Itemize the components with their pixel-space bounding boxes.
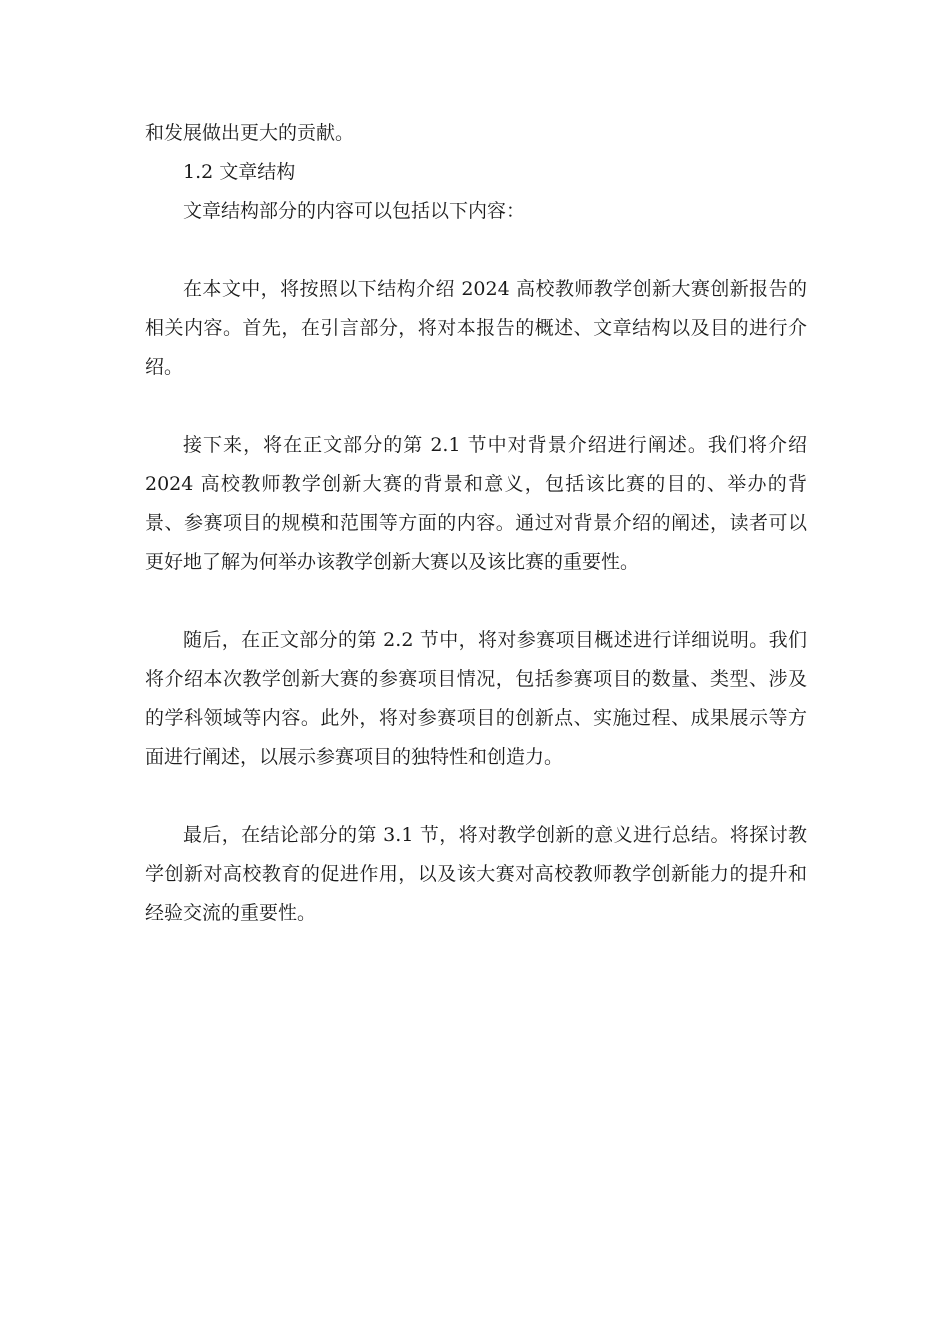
paragraph-projects: 随后，在正文部分的第 2.2 节中，将对参赛项目概述进行详细说明。我们将介绍本次教学创新大赛的参赛项目情况，包括参赛项目的数量、类型、涉及的学科领域等内容。此外，将对参赛项目的创新点、实施过程、成果展示等方面进行阐述，以展示参赛项目的独特性和创造力。 xyxy=(145,629,807,768)
paragraph-conclusion: 最后，在结论部分的第 3.1 节，将对教学创新的意义进行总结。将探讨教学创新对高校教育的促进作用，以及该大赛对高校教师教学创新能力的提升和经验交流的重要性。 xyxy=(145,824,807,924)
paragraph-structure: 在本文中，将按照以下结构介绍 2024 高校教师教学创新大赛创新报告的相关内容。首先，在引言部分，将对本报告的概述、文章结构以及目的进行介绍。 xyxy=(145,278,807,378)
paragraph-background: 接下来，将在正文部分的第 2.1 节中对背景介绍进行阐述。我们将介绍 2024 高校教师教学创新大赛的背景和意义，包括该比赛的目的、举办的背景、参赛项目的规模和范围等方面的内容。通过对背景介绍的阐述，读者可以更好地了解为何举办该教学创新大赛以及该比赛的重要性。 xyxy=(145,434,807,573)
section-heading: 1.2 文章结构 xyxy=(183,161,296,183)
paragraph-gap xyxy=(145,387,807,426)
intro-line: 文章结构部分的内容可以包括以下内容： xyxy=(183,200,526,222)
document-body xyxy=(145,114,807,933)
paragraph-gap xyxy=(145,777,807,816)
paragraph-gap xyxy=(145,582,807,621)
paragraph-gap xyxy=(145,231,807,270)
continuation-text: 和发展做出更大的贡献。 xyxy=(145,122,355,144)
